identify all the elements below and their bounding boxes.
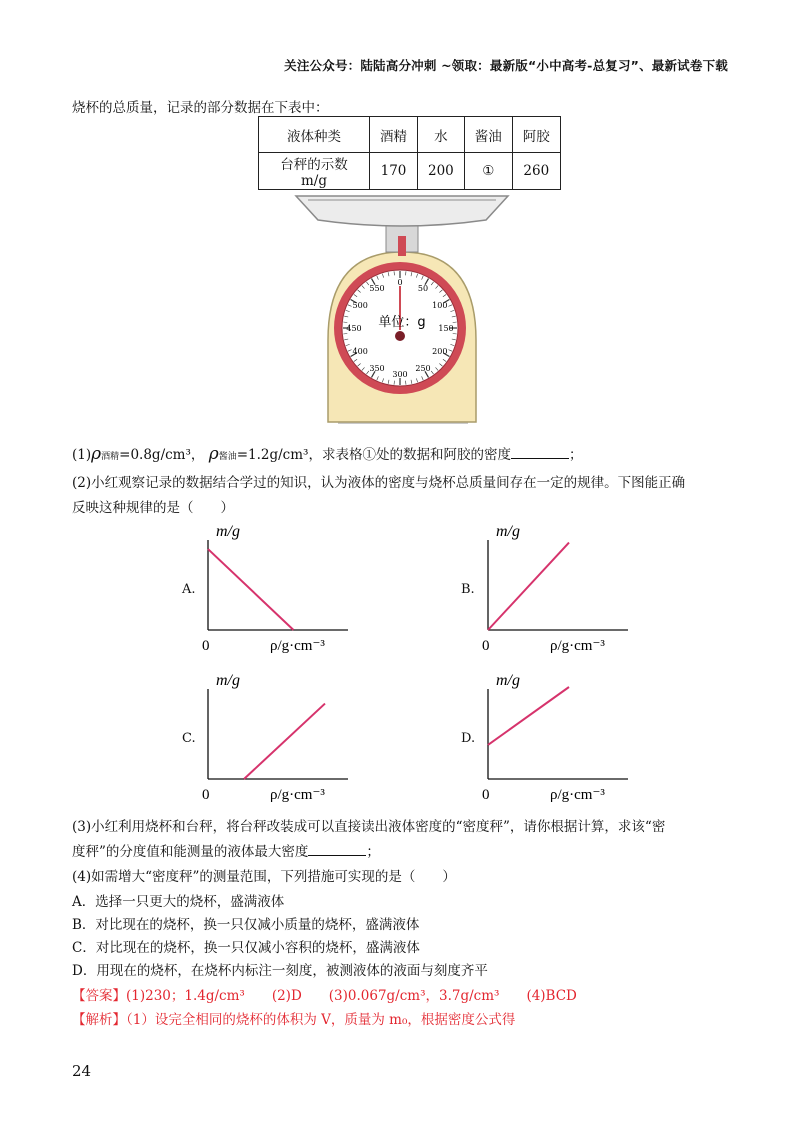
table-header-cell: 酒精	[370, 117, 418, 153]
answer-line	[72, 984, 577, 1004]
intro-text: 烧杯的总质量，记录的部分数据在下表中：	[72, 100, 329, 116]
table-cell: 200	[418, 153, 465, 190]
graph-d-label: D.	[461, 731, 476, 746]
dial-number: 400	[352, 347, 368, 356]
origin-label: 0	[482, 638, 490, 654]
graph-d-line	[488, 687, 569, 745]
y-axis-label: m/g	[216, 672, 240, 689]
scale-stem-indicator	[398, 236, 406, 256]
dial-number: 150	[438, 324, 454, 333]
x-axis-label: ρ/g·cm⁻³	[550, 638, 605, 654]
dial-number: 300	[392, 370, 408, 379]
graph-b-line	[488, 543, 569, 630]
graph-d	[476, 663, 636, 809]
origin-label: 0	[202, 638, 210, 654]
table-header-cell: 阿胶	[512, 117, 560, 153]
question-4-option-d: D．用现在的烧杯，在烧杯内标注一刻度，被测液体的液面与刻度齐平	[72, 963, 488, 979]
graph-c-line	[244, 704, 325, 779]
table-row-label: 台秤的示数m/g	[259, 153, 370, 190]
table-header-cell: 水	[418, 117, 465, 153]
dial-number: 0	[397, 278, 403, 287]
dial-number: 250	[415, 363, 431, 373]
dial-unit-label: 单位：g	[378, 315, 426, 330]
analysis-line	[72, 1008, 515, 1028]
answer-blank-1[interactable]	[511, 446, 569, 459]
origin-label: 0	[202, 787, 210, 803]
graph-c-label: C.	[182, 731, 196, 746]
question-4-stem: (4)如需增大“密度秤”的测量范围，下列措施可实现的是（ ）	[72, 869, 456, 885]
graph-c	[196, 663, 356, 809]
question-4-option-c: C．对比现在的烧杯，换一只仅减小容积的烧杯，盛满液体	[72, 940, 420, 956]
question-4-option-b: B．对比现在的烧杯，换一只仅减小质量的烧杯，盛满液体	[72, 917, 420, 933]
table-header-cell: 液体种类	[259, 117, 370, 153]
dial-number: 350	[369, 363, 385, 373]
x-axis-label: ρ/g·cm⁻³	[550, 787, 605, 803]
question-3-line1: (3)小红利用烧杯和台秤，将台秤改装成可以直接读出液体密度的“密度秤”，请你根据计算，求该“密	[72, 819, 666, 835]
table-cell: ①	[464, 153, 512, 190]
graph-b	[476, 514, 636, 660]
y-axis-label: m/g	[496, 523, 520, 540]
analysis-text: （1）设完全相同的烧杯的体积为 V，质量为 m₀，根据密度公式得	[126, 1012, 516, 1028]
dial-number: 550	[369, 284, 385, 294]
table-cell: 260	[512, 153, 560, 190]
y-axis-label: m/g	[216, 523, 240, 540]
kitchen-scale-illustration	[290, 190, 514, 428]
origin-label: 0	[482, 787, 490, 803]
page-header: 关注公众号：陆陆高分冲刺 ~领取：最新版“小中高考-总复习”、最新试卷下载	[284, 58, 728, 73]
graph-a	[196, 514, 356, 660]
question-2-line1: (2)小红观察记录的数据结合学过的知识，认为液体的密度与烧杯总质量间存在一定的规律。下图能正确	[72, 475, 686, 491]
answer-tag: 【答案】	[72, 988, 126, 1004]
page-number: 24	[72, 1062, 92, 1080]
analysis-tag: 【解析】	[72, 1012, 126, 1028]
table-header-cell: 酱油	[464, 117, 512, 153]
dial-number: 100	[432, 301, 448, 310]
y-axis-label: m/g	[496, 672, 520, 689]
question-1: (1)ρ酒精=0.8g/cm³， ρ酱油=1.2g/cm³，求表格①处的数据和阿胶的密度 ；	[72, 444, 583, 464]
question-2-line2: 反映这种规律的是（ ）	[72, 500, 234, 516]
dial-center-hub	[395, 331, 405, 341]
graph-b-label: B.	[461, 582, 475, 597]
dial-number: 450	[346, 324, 362, 333]
x-axis-label: ρ/g·cm⁻³	[270, 638, 325, 654]
dial-number: 50	[417, 284, 429, 294]
table-header-row	[259, 117, 561, 153]
graph-a-label: A.	[182, 582, 196, 597]
data-table	[258, 116, 561, 190]
dial-number: 200	[432, 347, 448, 356]
question-4-option-a: A．选择一只更大的烧杯，盛满液体	[72, 894, 285, 910]
table-row	[259, 153, 561, 190]
graph-a-line	[208, 549, 294, 630]
table-cell: 170	[370, 153, 418, 190]
question-3-line2: 度秤”的分度值和能测量的液体最大密度 ；	[72, 844, 380, 860]
dial-number: 500	[352, 301, 368, 310]
answer-blank-3[interactable]	[308, 843, 366, 856]
answer-text: (1)230；1.4g/cm³ (2)D (3)0.067g/cm³，3.7g/cm³ (4)BCD	[126, 988, 577, 1004]
x-axis-label: ρ/g·cm⁻³	[270, 787, 325, 803]
